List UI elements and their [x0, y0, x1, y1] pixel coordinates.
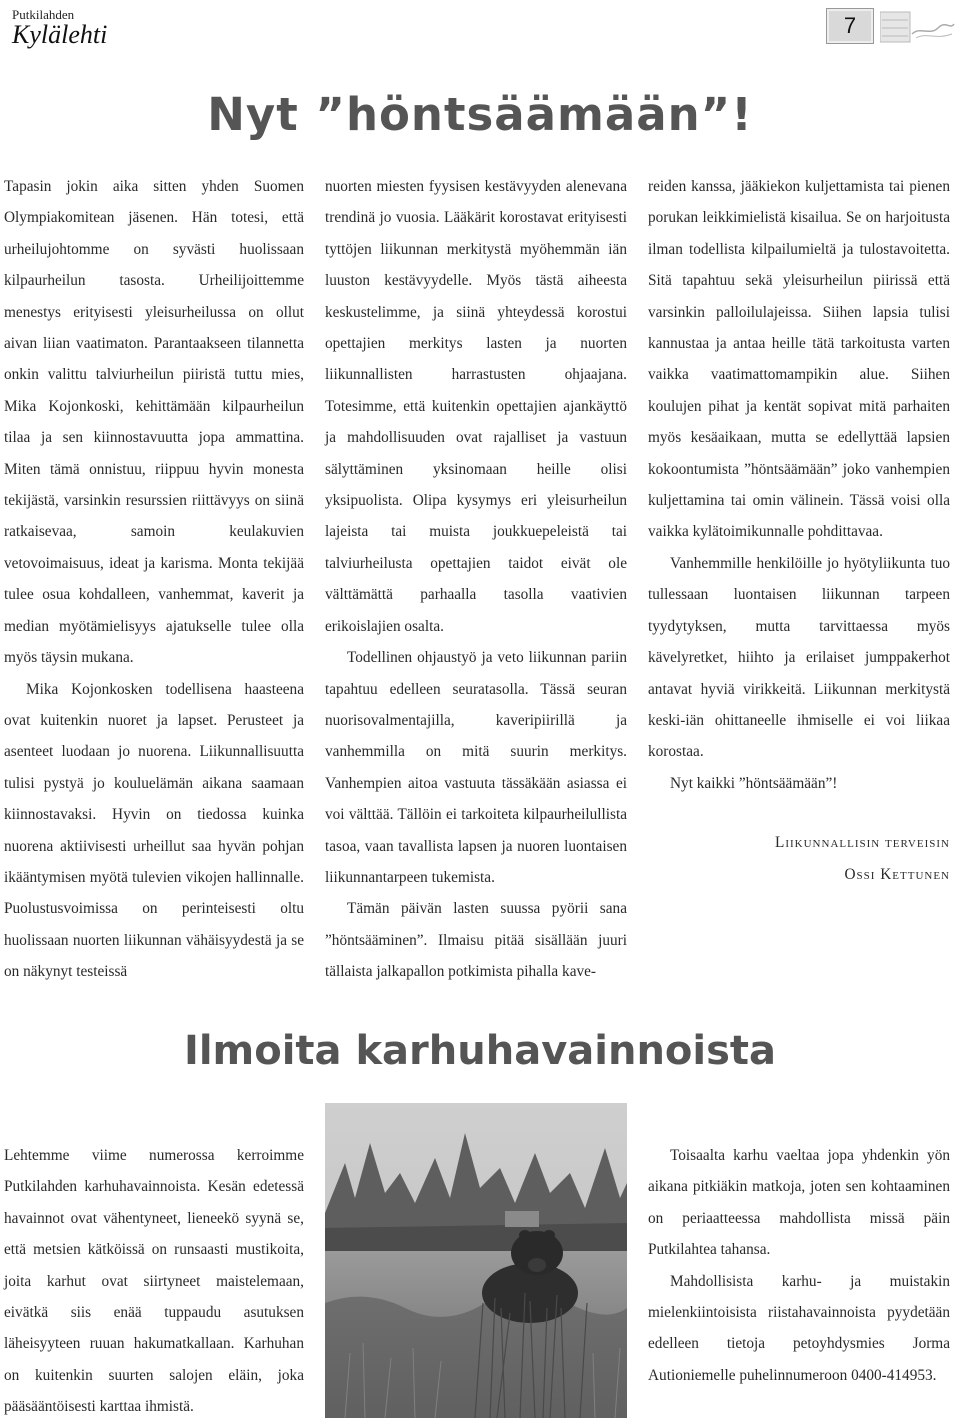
article2-title: Ilmoita karhuhavainnoista — [183, 1028, 777, 1074]
header-ornament-icon — [880, 10, 955, 44]
paragraph: Mahdollisista karhu- ja muistakin mielenkiintoisista riistahavainnoista pyydetään edelleen tietoja petoyhdysmies Jorma Autioniemelle puhelinnumeroon 0400-414953. — [648, 1272, 950, 1384]
paragraph: nuorten miesten fyysisen kestävyyden alenevana trendinä jo vuosia. Lääkärit korostavat erityisesti tyttöjen liikunnan merkitystä myöhemmän iän luuston kestävyydelle. Myös tästä aiheesta keskustelimme, ja siinä yhteydessä korostui opettajien merkitys lasten ja nuorten liikunnallisten harrastusten ohjaajana. Totesimme, että kuitenkin opettajien ajankäyttö ja mahdollisuuden ovat rajalliset ja vastuun sälyttäminen yksinomaan heille olisi yksipuolista. Olipa kysymys eri yleisurheilun lajeista tai muista joukkuepeleistä tai talviurheilusta opettajien taidot eivät ole välttämättä parhaalla tasolla vaativien erikoislajien osalta. — [325, 178, 627, 635]
page-number-box — [826, 8, 874, 44]
article2-column-1 — [4, 1140, 304, 1423]
signature-name: Ossi Kettunen — [844, 865, 950, 883]
paragraph: Vanhemmille henkilöille jo hyötyliikunta tuo tullessaan luontaisen liikunnan tarpeen tyydytyksen, mutta tarvittaessa myös kävelyretket, hiihto ja erilaiset jumppakerhot antavat hyviä virikkeitä. Liikunnan merkitystä keski-iän ohittaneelle ihmiselle ei voi liikaa korostaa. — [648, 554, 950, 761]
article1-column-2 — [325, 171, 627, 988]
article-title: Nyt ”höntsäämään”! — [207, 88, 753, 141]
article1-column-3 — [648, 171, 950, 890]
bear-photo — [325, 1103, 627, 1418]
paragraph: Toisaalta karhu vaeltaa jopa yhdenkin yön aikana pitkiäkin matkoja, joten sen kohtaaminen on periaatteessa mahdollista missä päin Putkilahtea tahansa. — [648, 1147, 950, 1259]
paragraph: Mika Kojonkosken todellisena haasteena ovat kuitenkin nuoret ja lapset. Perusteet ja asenteet luodaan jo nuorena. Liikunnallisuutta tulisi pystyä jo kouluelämän aikana saamaan kiinnostavaksi. Hyvin on tiedossa kuinka nuorena aktiivisesti urheillut saa hyvän pohjan ikääntymisen myötä tulevien vikojen hallinnalle. Puolustusvoimissa on perinteisesti oltu huolissaan nuorten liikunnan vähäisyydestä ja se on näkynyt testeissä — [4, 680, 304, 981]
paragraph: Nyt kaikki ”höntsäämään”! — [670, 774, 838, 792]
paragraph: Tapasin jokin aika sitten yhden Suomen Olympiakomitean jäsenen. Hän totesi, että urheilujohtomme on syvästi huolissaan kilpaurheilun tasosta. Urheilijoittemme menestys erityisesti yleisurheilussa on ollut aivan liian vaatimaton. Parantaakseen tilannetta onkin valittu talviurheilun piiristä tuttu mies, Mika Kojonkoski, kehittämään kilpaurheilun tilaa ja sen kiinnostavuutta jopa ammattina. Miten tämä onnistuu, riippuu hyvin monesta tekijästä, varsinkin resurssien riittävyys on siinä ratkaisevaa, samoin keulakuvien vetovoimaisuus, ideat ja karisma. Monta tekijää tulee osua kohdalleen, vanhemmat, kaverit ja median myötämielisyys ajatukselle tulee olla myös täysin mukana. — [4, 178, 304, 667]
article1-column-1 — [4, 171, 304, 988]
signature-line-1: Liikunnallisin terveisin — [775, 834, 950, 852]
paragraph: Tämän päivän lasten suussa pyörii sana ”höntsääminen”. Ilmaisu pitää sisällään juuri tällaista jalkapallon potkimista pihalla kave- — [325, 900, 627, 981]
masthead-subtitle: Putkilahden — [12, 7, 75, 22]
masthead — [12, 8, 107, 48]
paragraph: Todellinen ohjaustyö ja veto liikunnan pariin tapahtuu edelleen seuratasolla. Tässä seuran nuorisovalmentajilla, kaveripiirillä ja vanhemmilla on mitä suurin merkitys. Vanhempien aitoa vastuuta tässäkään asiassa ei voi välttää. Tällöin ei tarkoiteta kilpaurheilullista tasoa, vaan tavallista lapsen ja nuoren luontaisen liikunnantarpeen tukemista. — [325, 649, 627, 886]
page-number: 7 — [843, 13, 857, 38]
article2-column-3 — [648, 1140, 950, 1391]
paragraph: Lehtemme viime numerossa kerroimme Putkilahden karhuhavainnoista. Kesän edetessä havainnot ovat vähentyneet, lieneekö syynä se, että metsien kätköissä on runsaasti mustikoita, joita karhut ovat siirtyneet maistelemaan, eivätkä siis enää tuppaudu asutuksen läheisyyteen ruuan hakumatkallaan. Karhuhan on kuitenkin suurten salojen eläin, joka pääsääntöisesti karttaa ihmistä. — [4, 1147, 304, 1416]
paragraph: reiden kanssa, jääkiekon kuljettamista tai pienen porukan leikkimielistä kisailua. Se on harjoitusta ilman todellista kilpailumieltä ja tulostavoitetta. Sitä tapahtuu sekä yleisurheilun piirissä että varsinkin palloilulajeissa. Siihen lapsia tulisi kannustaa ja antaa heille tätä tarkoitusta varten vaikka vaatimattomampikin alue. Siihen koulujen pihat ja kentät sopivat mitä parhaiten myös kesäaikaan, mutta se edellyttää lapsien kokoontumista ”höntsäämään” joko vanhempien kuljettamina tai omin välinein. Tässä voisi olla vaikka kylätoimikunnalle pohdittavaa. — [648, 178, 950, 541]
masthead-title: Kylälehti — [12, 20, 108, 49]
